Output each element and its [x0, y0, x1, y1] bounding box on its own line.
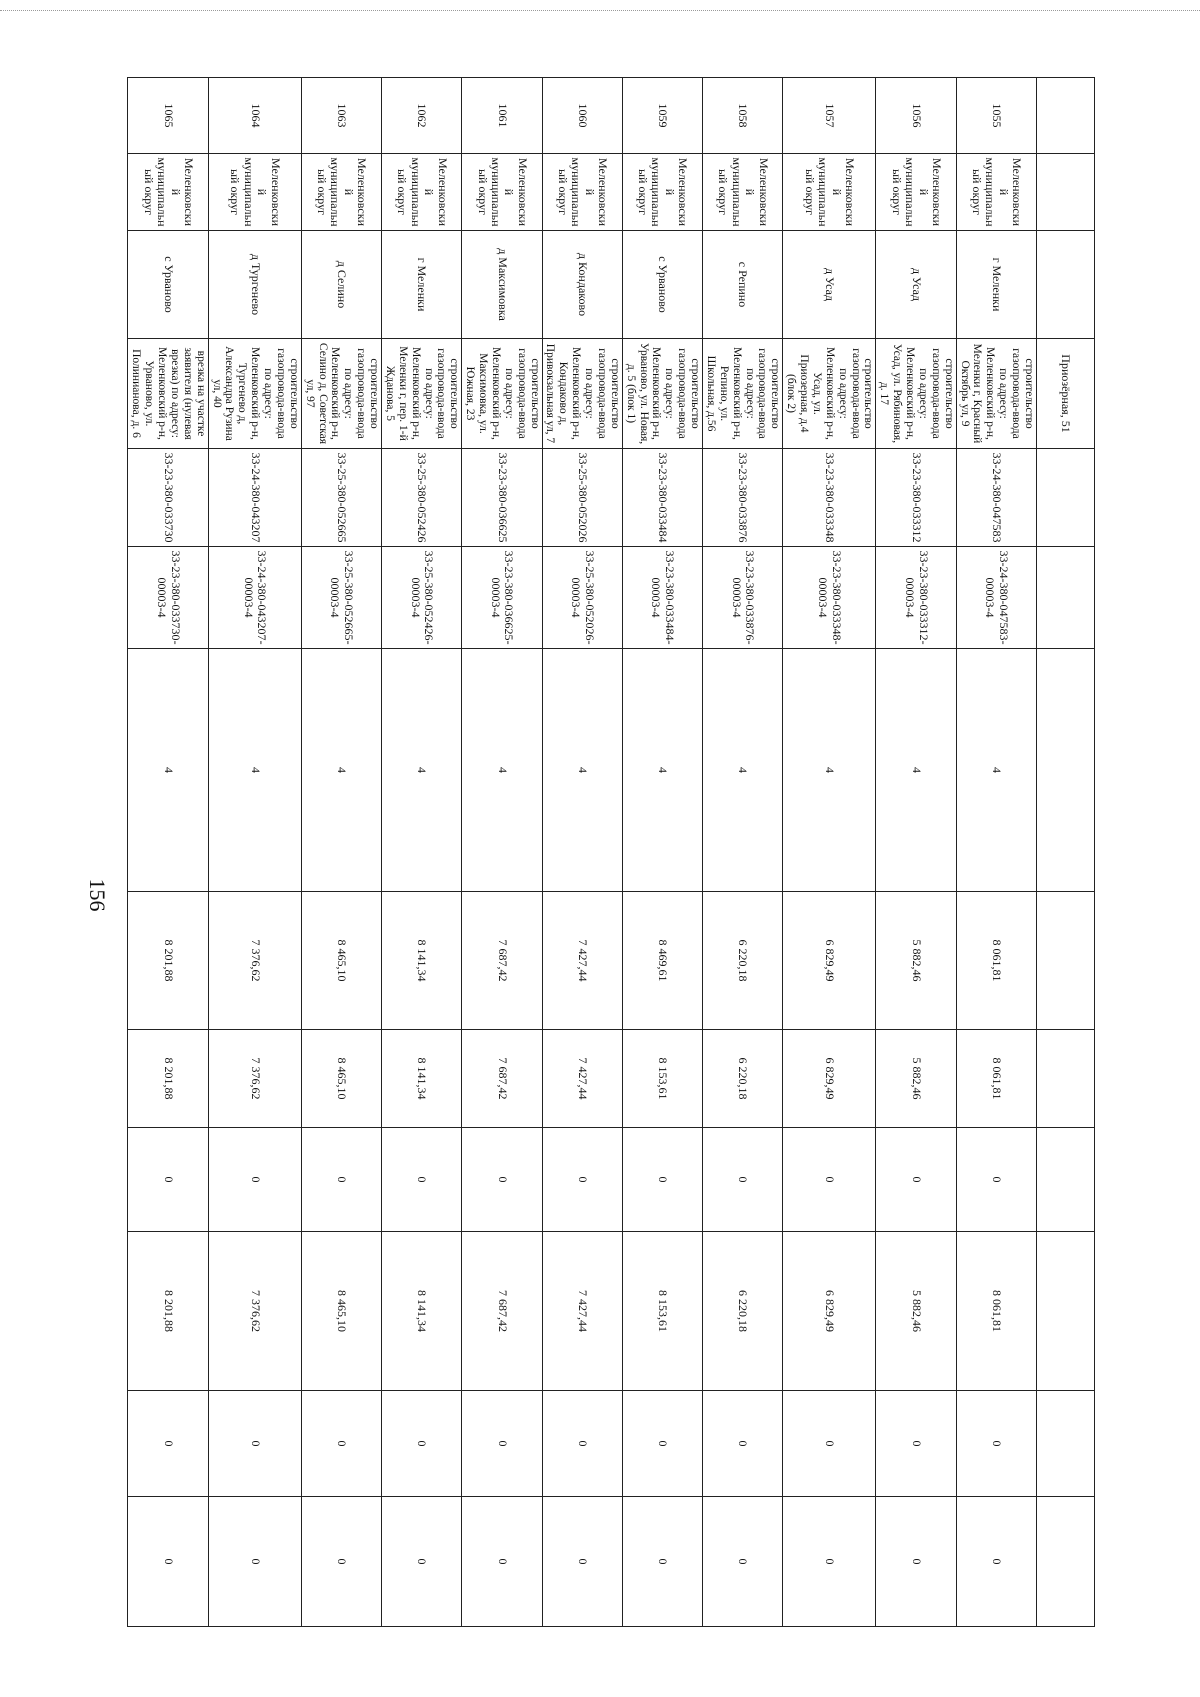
cell-row-number: 1062 [382, 78, 462, 154]
cell-object-id: 33-23-380-033730 [128, 449, 208, 547]
cell-application-id: 33-23-380-033484-00003-4 [622, 547, 702, 649]
table-row [542, 78, 622, 1627]
table-row [128, 78, 208, 1627]
cell-amount-6: 0 [783, 1497, 876, 1627]
cell-object-id: 33-25-380-052426 [382, 449, 462, 547]
cell-row-number: 1060 [542, 78, 622, 154]
cell-application-id: 33-23-380-033348-00003-4 [783, 547, 876, 649]
cell-amount-1: 5 882,46 [876, 892, 956, 1030]
table-row [622, 78, 702, 1627]
cell-row-number: 1055 [956, 78, 1036, 154]
cell-description: строительство газопровода-ввода по адресу: Меленковский р-н, Селино д, Советская ул, 97 [301, 339, 381, 449]
cell-description: строительство газопровода-ввода по адресу: Меленковский р-н, Усад, ул. Приозерная, д.4 (блок 2) [783, 339, 876, 449]
cell-amount-5: 0 [542, 1391, 622, 1497]
cell-locality: г Меленки [382, 231, 462, 339]
cell-locality: д Усад [876, 231, 956, 339]
cell-amount-2: 8 141,34 [382, 1030, 462, 1128]
table-row [301, 78, 381, 1627]
cell-amount-1: 6 829,49 [783, 892, 876, 1030]
cell-amount-1: 6 220,18 [703, 892, 783, 1030]
cell-amount-1: 7 376,62 [208, 892, 301, 1030]
cell-category: 4 [703, 649, 783, 892]
cell-amount-4: 5 882,46 [876, 1232, 956, 1391]
cell-district: Меленковский муниципальный округ [783, 154, 876, 231]
cell-district: Меленковский муниципальный округ [622, 154, 702, 231]
cell-amount-6: 0 [542, 1497, 622, 1627]
cell-object-id: 33-24-380-047583 [956, 449, 1036, 547]
table-frame [130, 77, 1095, 1626]
cell-amount-5: 0 [128, 1391, 208, 1497]
cell-amount-6: 0 [703, 1497, 783, 1627]
cell-amount-5: 0 [301, 1391, 381, 1497]
top-cell [1037, 1232, 1095, 1391]
cell-category: 4 [956, 649, 1036, 892]
cell-amount-2: 7 427,44 [542, 1030, 622, 1128]
cell-amount-1: 8 061,81 [956, 892, 1036, 1030]
top-cell [1037, 1030, 1095, 1128]
cell-locality: д Кондаково [542, 231, 622, 339]
top-cell [1037, 154, 1095, 231]
cell-description: строительство газопровода-ввода по адресу: Меленковский р-н, Меленки г, Красный Октябрь ул, 9 [956, 339, 1036, 449]
cell-row-number: 1059 [622, 78, 702, 154]
cell-district: Меленковский муниципальный округ [382, 154, 462, 231]
cell-amount-6: 0 [128, 1497, 208, 1627]
cell-amount-2: 6 829,49 [783, 1030, 876, 1128]
table-row [876, 78, 956, 1627]
cell-application-id: 33-24-380-047583-00003-4 [956, 547, 1036, 649]
cell-amount-6: 0 [462, 1497, 542, 1627]
table-top-row [1037, 78, 1095, 1627]
cell-category: 4 [382, 649, 462, 892]
cell-amount-1: 8 469,61 [622, 892, 702, 1030]
cell-application-id: 33-23-380-033730-00003-4 [128, 547, 208, 649]
cell-amount-2: 6 220,18 [703, 1030, 783, 1128]
cell-application-id: 33-23-380-033876-00003-4 [703, 547, 783, 649]
cell-amount-4: 8 465,10 [301, 1232, 381, 1391]
cell-amount-4: 8 153,61 [622, 1232, 702, 1391]
table-row [382, 78, 462, 1627]
cell-amount-4: 8 141,34 [382, 1232, 462, 1391]
cell-amount-3: 0 [783, 1128, 876, 1232]
page-number: 156 [85, 878, 110, 912]
table-row [783, 78, 876, 1627]
cell-locality: д Усад [783, 231, 876, 339]
cell-amount-3: 0 [703, 1128, 783, 1232]
cell-amount-6: 0 [956, 1497, 1036, 1627]
top-cell [1037, 1128, 1095, 1232]
cell-amount-6: 0 [301, 1497, 381, 1627]
table-row [462, 78, 542, 1627]
cell-amount-1: 8 201,88 [128, 892, 208, 1030]
top-cell [1037, 1497, 1095, 1627]
top-cell [1037, 892, 1095, 1030]
cell-row-number: 1065 [128, 78, 208, 154]
top-cell [1037, 231, 1095, 339]
cell-amount-2: 5 882,46 [876, 1030, 956, 1128]
cell-locality: с Урваново [622, 231, 702, 339]
cell-amount-5: 0 [622, 1391, 702, 1497]
cell-category: 4 [622, 649, 702, 892]
cell-application-id: 33-25-380-052026-00003-4 [542, 547, 622, 649]
cell-district: Меленковский муниципальный округ [876, 154, 956, 231]
top-cell [1037, 78, 1095, 154]
top-cell [1037, 547, 1095, 649]
cell-district: Меленковский муниципальный округ [462, 154, 542, 231]
cell-district: Меленковский муниципальный округ [128, 154, 208, 231]
cell-locality: д Селино [301, 231, 381, 339]
cell-amount-5: 0 [956, 1391, 1036, 1497]
cell-amount-5: 0 [462, 1391, 542, 1497]
cell-amount-4: 6 829,49 [783, 1232, 876, 1391]
cell-amount-2: 8 153,61 [622, 1030, 702, 1128]
cell-object-id: 33-25-380-052665 [301, 449, 381, 547]
table-row [703, 78, 783, 1627]
cell-amount-3: 0 [622, 1128, 702, 1232]
cell-object-id: 33-23-380-033348 [783, 449, 876, 547]
cell-locality: г Меленки [956, 231, 1036, 339]
rotated-table-container [130, 77, 1095, 1626]
cell-amount-3: 0 [876, 1128, 956, 1232]
cell-locality: д Максимовка [462, 231, 542, 339]
cell-application-id: 33-25-380-052426-00003-4 [382, 547, 462, 649]
cell-amount-3: 0 [128, 1128, 208, 1232]
cell-object-id: 33-23-380-036625 [462, 449, 542, 547]
cell-row-number: 1064 [208, 78, 301, 154]
scan-edge-line [0, 10, 1200, 11]
cell-amount-4: 7 427,44 [542, 1232, 622, 1391]
cell-amount-5: 0 [208, 1391, 301, 1497]
cell-district: Меленковский муниципальный округ [703, 154, 783, 231]
cell-category: 4 [783, 649, 876, 892]
cell-amount-6: 0 [876, 1497, 956, 1627]
cell-amount-2: 8 061,81 [956, 1030, 1036, 1128]
top-cell [1037, 1391, 1095, 1497]
cell-amount-1: 7 687,42 [462, 892, 542, 1030]
cell-description: строительство газопровода-ввода по адресу: Меленковский р-н, Кондаково д, Привокзальная ул, 7 [542, 339, 622, 449]
cell-row-number: 1061 [462, 78, 542, 154]
cell-category: 4 [542, 649, 622, 892]
cell-amount-2: 7 376,62 [208, 1030, 301, 1128]
cell-amount-3: 0 [542, 1128, 622, 1232]
cell-row-number: 1056 [876, 78, 956, 154]
cell-description: строительство газопровода-ввода по адресу: Меленковский р-н, Урваново, ул. Новая, д. 5 (блок 1) [622, 339, 702, 449]
cell-amount-2: 8 201,88 [128, 1030, 208, 1128]
cell-amount-1: 7 427,44 [542, 892, 622, 1030]
cell-locality: д Тургенево [208, 231, 301, 339]
cell-application-id: 33-25-380-052665-00003-4 [301, 547, 381, 649]
cell-amount-1: 8 141,34 [382, 892, 462, 1030]
cell-district: Меленковский муниципальный округ [208, 154, 301, 231]
cell-application-id: 33-23-380-033312-00003-4 [876, 547, 956, 649]
register-table [128, 77, 1096, 1627]
table-row [956, 78, 1036, 1627]
cell-amount-1: 8 465,10 [301, 892, 381, 1030]
cell-amount-4: 8 201,88 [128, 1232, 208, 1391]
cell-object-id: 33-23-380-033484 [622, 449, 702, 547]
cell-row-number: 1058 [703, 78, 783, 154]
cell-amount-4: 7 376,62 [208, 1232, 301, 1391]
cell-amount-6: 0 [622, 1497, 702, 1627]
cell-amount-5: 0 [382, 1391, 462, 1497]
cell-amount-6: 0 [208, 1497, 301, 1627]
cell-district: Меленковский муниципальный округ [542, 154, 622, 231]
cell-application-id: 33-23-380-036625-00003-4 [462, 547, 542, 649]
cell-amount-2: 8 465,10 [301, 1030, 381, 1128]
cell-amount-3: 0 [956, 1128, 1036, 1232]
cell-district: Меленковский муниципальный округ [301, 154, 381, 231]
cell-object-id: 33-23-380-033876 [703, 449, 783, 547]
cell-amount-5: 0 [876, 1391, 956, 1497]
cell-object-id: 33-23-380-033312 [876, 449, 956, 547]
cell-description: строительство газопровода-ввода по адресу: Меленковский р-н, Меленки г, пер. 1-й Жданова, 5 [382, 339, 462, 449]
top-cell [1037, 649, 1095, 892]
cell-amount-2: 7 687,42 [462, 1030, 542, 1128]
cell-category: 4 [462, 649, 542, 892]
cell-row-number: 1057 [783, 78, 876, 154]
cell-locality: с Репино [703, 231, 783, 339]
cell-amount-3: 0 [208, 1128, 301, 1232]
cell-amount-4: 7 687,42 [462, 1232, 542, 1391]
cell-amount-4: 6 220,18 [703, 1232, 783, 1391]
cell-row-number: 1063 [301, 78, 381, 154]
cell-district: Меленковский муниципальный округ [956, 154, 1036, 231]
cell-category: 4 [128, 649, 208, 892]
cell-locality: с Урваново [128, 231, 208, 339]
cell-object-id: 33-24-380-043207 [208, 449, 301, 547]
cell-description: строительство газопровода-ввода по адресу: Меленковский р-н, Усад, ул. Рябиновая, д. 17 [876, 339, 956, 449]
cell-description: строительство газопровода-ввода по адресу: Меленковский р-н, Максимовка, ул. Южная, 23 [462, 339, 542, 449]
cell-object-id: 33-25-380-052026 [542, 449, 622, 547]
cell-amount-3: 0 [462, 1128, 542, 1232]
cell-description: строительство газопровода-ввода по адресу: Меленковский р-н, Тургенево д, Александра Рузина ул, 40 [208, 339, 301, 449]
cell-description: врезка на участке заявителя (нулевая врезка) по адресу: Меленковский р-н, Урваново, ул. Полиниановa, д. 6 [128, 339, 208, 449]
table-row [208, 78, 301, 1627]
cell-application-id: 33-24-380-043207-00003-4 [208, 547, 301, 649]
cell-amount-5: 0 [783, 1391, 876, 1497]
cell-amount-5: 0 [703, 1391, 783, 1497]
top-address-cell: Приозёрная, 51 [1037, 339, 1095, 449]
cell-amount-6: 0 [382, 1497, 462, 1627]
cell-category: 4 [876, 649, 956, 892]
cell-category: 4 [301, 649, 381, 892]
cell-description: строительство газопровода-ввода по адресу: Меленковский р-н, Репино, ул. Школьная, д.56 [703, 339, 783, 449]
cell-amount-4: 8 061,81 [956, 1232, 1036, 1391]
cell-amount-3: 0 [301, 1128, 381, 1232]
top-cell [1037, 449, 1095, 547]
cell-category: 4 [208, 649, 301, 892]
cell-amount-3: 0 [382, 1128, 462, 1232]
